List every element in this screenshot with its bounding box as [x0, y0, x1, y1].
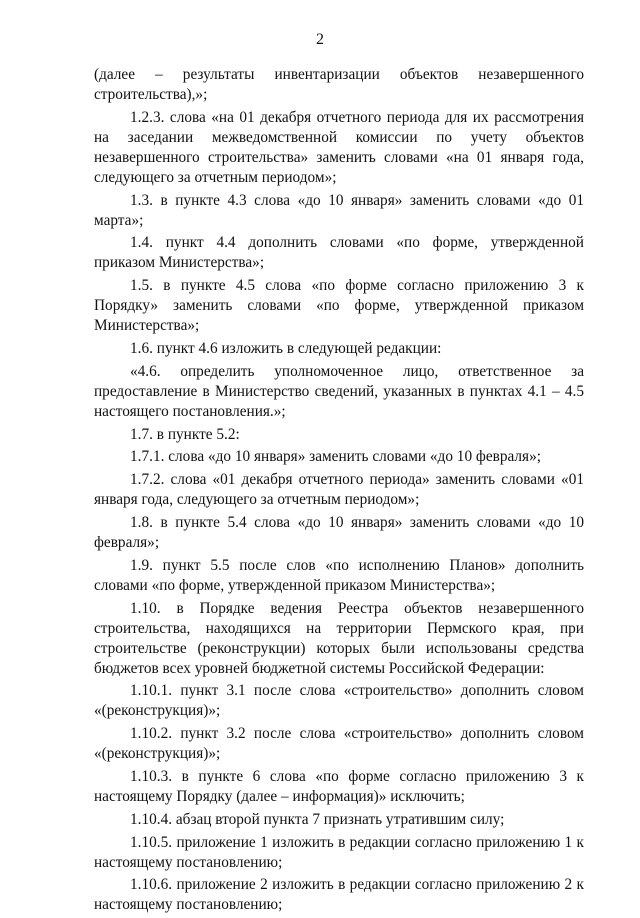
paragraph: 1.7. в пункте 5.2: — [130, 425, 240, 443]
paragraph: 1.10.2. пункт 3.2 после слова «строительство» дополнить словом «(реконструкция)»; — [94, 725, 584, 763]
paragraph: 1.10.4. абзац второй пункта 7 признать утратившим силу; — [130, 810, 505, 828]
paragraph: «4.6. определить уполномоченное лицо, ответственное за предоставление в Министерство сведений, указанных в пунктах 4.1 – 4.5 настоящего постановления.»; — [94, 362, 584, 420]
paragraph: 1.10.5. приложение 1 изложить в редакции согласно приложению 1 к настоящему постановлению; — [94, 833, 584, 871]
paragraph: 1.2.3. слова «на 01 декабря отчетного периода для их рассмотрения на заседании межведомственной комиссии по учету объектов незавершенного строительства» заменить словами «на 01 января года, следующего за отчетным периодом»; — [94, 108, 584, 186]
paragraph: 1.10.3. в пункте 6 слова «по форме согласно приложению 3 к настоящему Порядку (далее – информация)» исключить; — [94, 767, 584, 805]
paragraph: 1.4. пункт 4.4 дополнить словами «по форме, утвержденной приказом Министерства»; — [94, 234, 584, 272]
paragraph: 1.7.1. слова «до 10 января» заменить словами «до 10 февраля»; — [130, 448, 541, 466]
paragraph: 1.6. пункт 4.6 изложить в следующей редакции: — [130, 339, 442, 357]
paragraph: 1.7.2. слова «01 декабря отчетного периода» заменить словами «01 января года, следующего за отчетным периодом»; — [94, 471, 584, 509]
paragraph: 1.10.6. приложение 2 изложить в редакции согласно приложению 2 к настоящему постановлению; — [94, 876, 584, 914]
paragraph: 1.10. в Порядке ведения Реестра объектов незавершенного строительства, находящихся на территории Пермского края, при строительстве (реконструкции) которых были использованы средства бюджетов всех уровней бюджетной системы Российской Федерации: — [94, 599, 584, 677]
paragraph: 1.5. в пункте 4.5 слова «по форме согласно приложению 3 к Порядку» заменить словами «по форме, утвержденной приказом Министерства»; — [94, 277, 584, 335]
paragraph: 1.8. в пункте 5.4 слова «до 10 января» заменить словами «до 10 февраля»; — [94, 513, 584, 551]
document-body — [94, 65, 584, 918]
paragraph: 1.3. в пункте 4.3 слова «до 10 января» заменить словами «до 01 марта»; — [94, 191, 584, 229]
paragraph: (далее – результаты инвентаризации объектов незавершенного строительства),»; — [94, 66, 584, 103]
page-number: 2 — [316, 31, 324, 48]
paragraph: 1.9. пункт 5.5 после слов «по исполнению Планов» дополнить словами «по форме, утвержденной приказом Министерства»; — [94, 556, 584, 594]
paragraph: 1.10.1. пункт 3.1 после слова «строительство» дополнить словом «(реконструкция)»; — [94, 682, 584, 720]
